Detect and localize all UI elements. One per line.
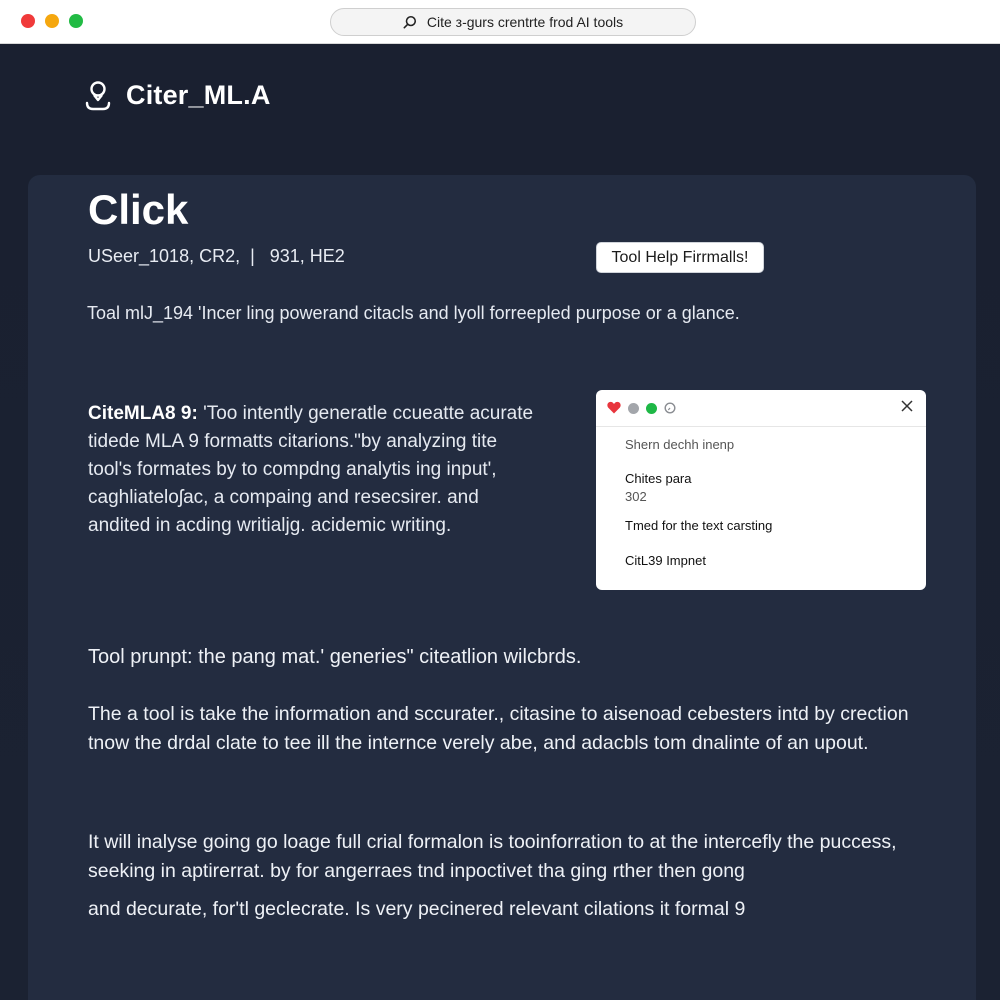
meta-info: USeer_1018, CR2, | 931, HE2 <box>88 246 345 266</box>
paragraph-2: It will inalyse going go loage full crial formalon is tooinforration to at the intercefly the puccess, seeking in aptirerrat. by for angerraes tnd inpoctivet tha ging rther then gong <box>88 831 897 882</box>
app-name: Citer_ML.A <box>126 79 271 110</box>
paragraph-1: The a tool is take the information and sccurater., citasine to aisenoad cebesters intd by crection tnow the drdal clate to tee ill the internce verely abe, and adacbls tom dnalinte of an upout. <box>88 703 909 754</box>
description <box>88 400 538 540</box>
tool-prompt: Tool prunpt: the pang mat.' generies" citeatlion wilcbrds. <box>88 646 582 668</box>
intro-text: Toal mlЈ_194 'Incer ling powerand citacls and lyoll forreepled purpose or a glance. <box>87 303 740 323</box>
address-bar[interactable] <box>330 8 696 36</box>
address-bar-text: Cite з-gurs crentrte frod AI tools <box>426 14 624 30</box>
preview-window-header <box>596 390 926 427</box>
tool-help-button[interactable]: Tool Help Firrmalls! <box>596 242 764 273</box>
close-icon[interactable] <box>900 399 914 413</box>
browser-titlebar <box>0 0 1000 44</box>
preview-search-field[interactable]: Shern dechh inenp <box>625 437 735 452</box>
preview-text-line: Tmed for the text carsting <box>625 518 773 533</box>
close-window-button[interactable] <box>21 14 35 28</box>
location-pin-icon <box>84 78 112 112</box>
app-logo[interactable] <box>84 78 271 112</box>
paragraph-2-last-line: and decurate, for'tl geclecrate. Is very pecinered relevant cilations it formal 9 <box>88 898 746 920</box>
gray-dot[interactable] <box>628 403 639 414</box>
preview-window <box>596 390 926 590</box>
search-icon <box>403 15 417 29</box>
page-title: Click <box>88 186 189 233</box>
minimize-window-button[interactable] <box>45 14 59 28</box>
preview-input-label[interactable]: CitL39 Impnet <box>625 553 706 568</box>
green-dot[interactable] <box>646 403 657 414</box>
heart-icon[interactable] <box>607 401 621 414</box>
description-title: CiteMLA8 9: <box>88 403 198 424</box>
preview-field-value: 302 <box>625 489 647 504</box>
clock-icon[interactable] <box>664 402 676 414</box>
preview-window-body <box>596 437 926 568</box>
maximize-window-button[interactable] <box>69 14 83 28</box>
description-body: 'Too intently generatle ccueatte acurate tidede MLA 9 formatts citarions."by analyzing tite tool's formates by to compdng analytis ing input', caghliateloʃac, a compaing and resecsirer. and andited in acding writialjg. acidemic writing. <box>88 403 534 536</box>
preview-field-label: Chites para <box>625 471 692 486</box>
